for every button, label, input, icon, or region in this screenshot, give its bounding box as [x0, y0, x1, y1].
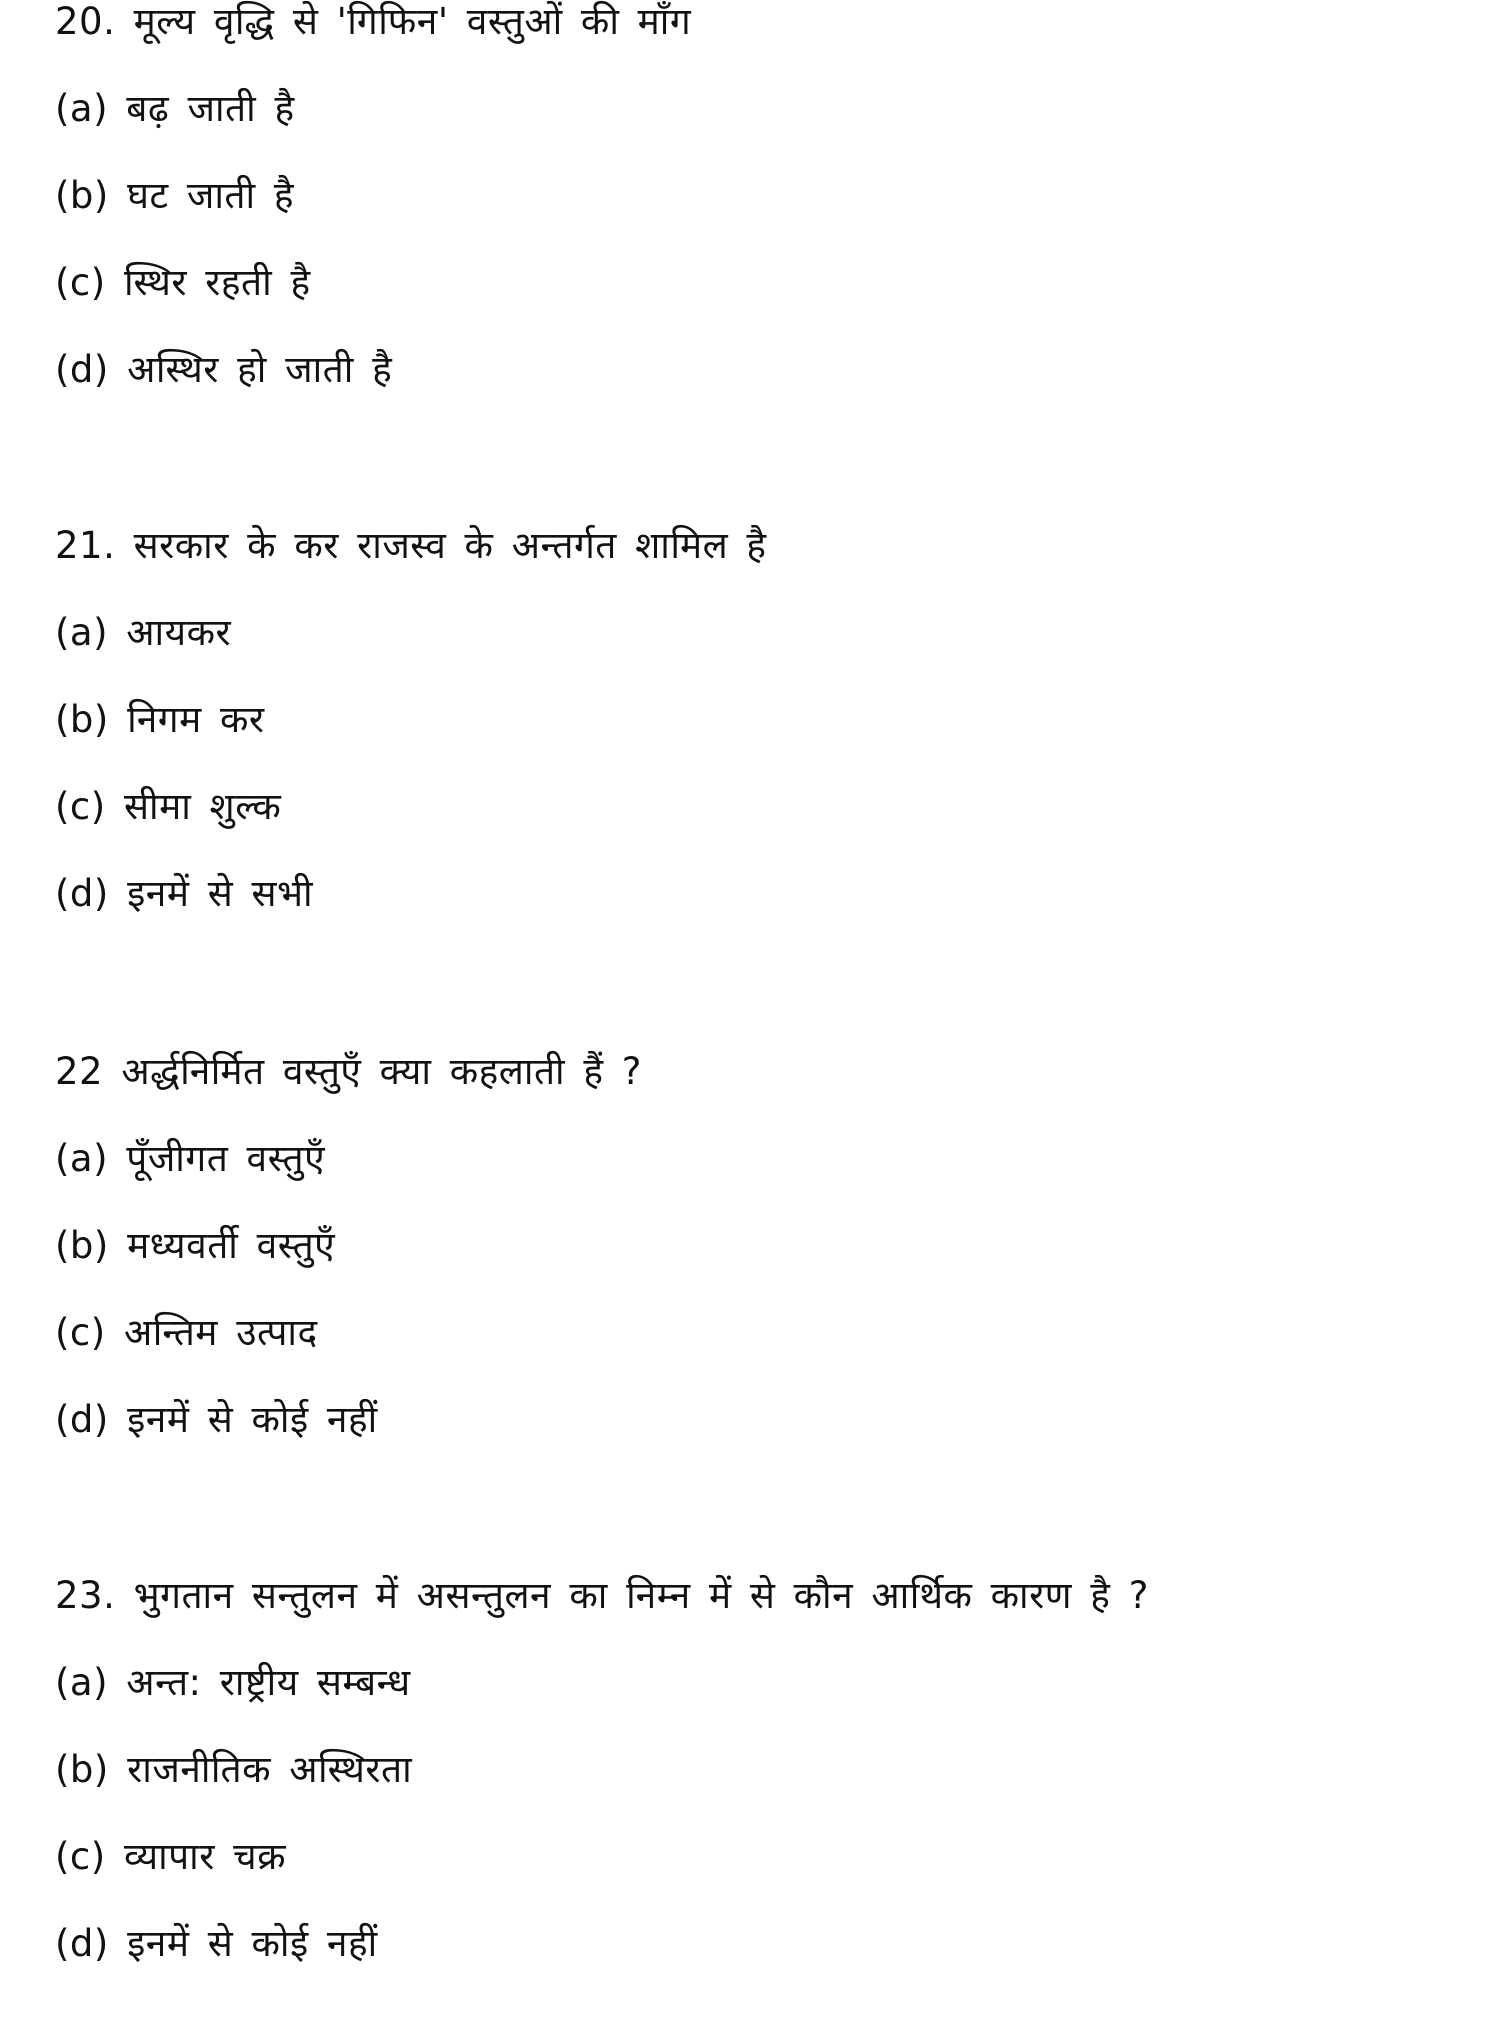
question-23 — [55, 1574, 1455, 1966]
option-a: (a) अन्त: राष्ट्रीय सम्बन्ध — [55, 1661, 411, 1704]
option-d: (d) अस्थिर हो जाती है — [55, 348, 393, 391]
option-d: (d) इनमें से कोई नहीं — [55, 1398, 378, 1441]
question-text: 23. भुगतान सन्तुलन में असन्तुलन का निम्न में से कौन आर्थिक कारण है ? — [55, 1574, 1149, 1617]
option-c: (c) सीमा शुल्क — [55, 785, 282, 828]
option-c: (c) व्यापार चक्र — [55, 1835, 287, 1878]
option-d: (d) इनमें से सभी — [55, 872, 314, 915]
question-21 — [55, 524, 1455, 916]
question-20 — [55, 0, 1455, 392]
option-c: (c) अन्तिम उत्पाद — [55, 1311, 318, 1354]
question-22 — [55, 1050, 1455, 1442]
option-a: (a) आयकर — [55, 611, 232, 654]
option-a: (a) पूँजीगत वस्तुएँ — [55, 1137, 326, 1180]
question-text: 20. मूल्य वृद्धि से 'गिफिन' वस्तुओं की माँग — [55, 0, 692, 43]
question-text: 21. सरकार के कर राजस्व के अन्तर्गत शामिल है — [55, 524, 767, 567]
option-d: (d) इनमें से कोई नहीं — [55, 1922, 378, 1965]
option-b: (b) घट जाती है — [55, 174, 295, 217]
option-b: (b) निगम कर — [55, 698, 265, 741]
option-c: (c) स्थिर रहती है — [55, 261, 311, 304]
option-b: (b) मध्यवर्ती वस्तुएँ — [55, 1224, 336, 1267]
option-a: (a) बढ़ जाती है — [55, 87, 295, 130]
question-text: 22 अर्द्धनिर्मित वस्तुएँ क्या कहलाती हैं ? — [55, 1050, 642, 1093]
option-b: (b) राजनीतिक अस्थिरता — [55, 1748, 413, 1791]
